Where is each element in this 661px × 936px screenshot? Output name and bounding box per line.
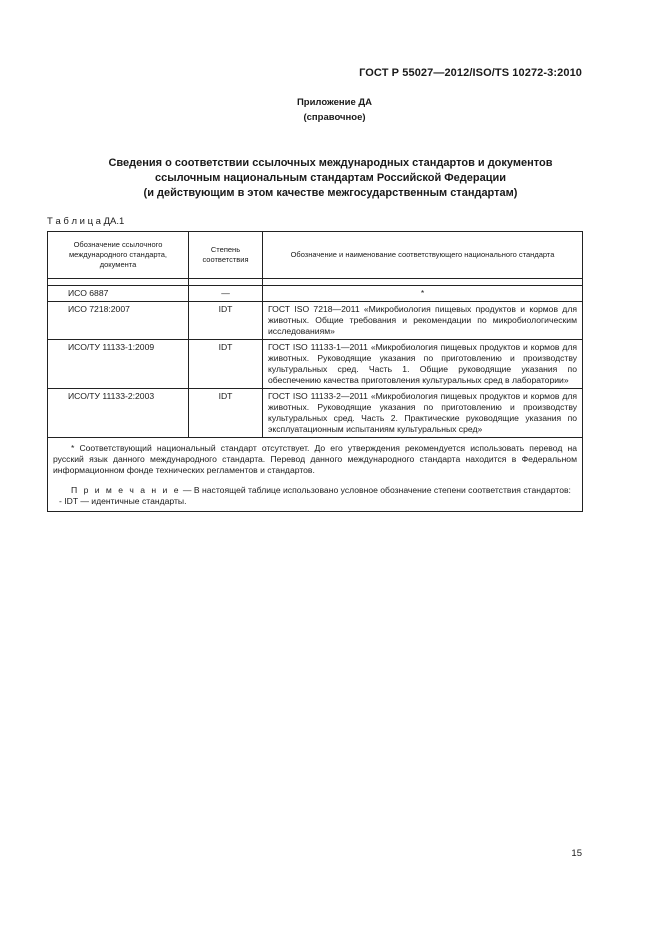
appendix-heading xyxy=(0,95,661,125)
cell-designation: ИСО 6887 xyxy=(48,286,189,302)
footnote: * Соответствующий национальный стандарт отсутствует. До его утверждения рекомендуется использовать перевод на русский язык данного международного стандарта. Перевод данного международного стандарта находится в Федеральном информационном фонде технических регламентов и стандартов. xyxy=(53,443,577,475)
title-line: Сведения о соответствии ссылочных международных стандартов и документов xyxy=(108,157,553,169)
column-header-designation: Обозначение ссылочного международного стандарта, документа xyxy=(48,232,189,279)
cell-degree: IDT xyxy=(189,389,263,438)
table-row xyxy=(48,302,583,340)
table-notes xyxy=(48,438,583,512)
table-spacer-row xyxy=(48,279,583,286)
cell-national: ГОСТ ISO 11133-2—2011 «Микробиология пищевых продуктов и кормов для животных. Руководящие указания по приготовлению и производству культуральных сред. Часть 2. Практические руководящие указания по эксплуатационным испытаниям культуральных сред» xyxy=(263,389,583,438)
title-line: (и действующим в этом качестве межгосударственным стандартам) xyxy=(143,187,518,199)
section-title xyxy=(0,156,661,201)
note xyxy=(53,485,577,496)
cell-designation: ИСО/ТУ 11133-2:2003 xyxy=(48,389,189,438)
cell-national: ГОСТ ISO 11133-1—2011 «Микробиология пищевых продуктов и кормов для животных. Руководящие указания по приготовлению и производству культуральных сред. Часть 1. Общие руководящие указания по обеспечению качества приготовления культуральных сред в лаборатории» xyxy=(263,340,583,389)
table-header-row xyxy=(48,232,583,279)
cell-degree: — xyxy=(189,286,263,302)
appendix-subtitle: (справочное) xyxy=(303,112,366,123)
cell-designation: ИСО/ТУ 11133-1:2009 xyxy=(48,340,189,389)
note-text: — В настоящей таблице использовано условное обозначение степени соответствия стандартов: xyxy=(180,485,571,495)
cell-degree: IDT xyxy=(189,302,263,340)
cell-national: ГОСТ ISO 7218—2011 «Микробиология пищевых продуктов и кормов для животных. Общие требования и рекомендации по микробиологическим исследованиям» xyxy=(263,302,583,340)
table-row xyxy=(48,389,583,438)
table-label: Т а б л и ц а ДА.1 xyxy=(47,216,125,227)
table-notes-row xyxy=(48,438,583,512)
cell-national: * xyxy=(263,286,583,302)
title-line: ссылочным национальным стандартам Российской Федерации xyxy=(154,172,507,184)
appendix-title: Приложение ДА xyxy=(296,97,373,108)
note-label: П р и м е ч а н и е xyxy=(71,485,181,495)
column-header-degree: Степень соответствия xyxy=(189,232,263,279)
page-number: 15 xyxy=(571,848,582,859)
note-item: - IDT — идентичные стандарты. xyxy=(59,496,187,506)
cell-designation: ИСО 7218:2007 xyxy=(48,302,189,340)
table-row xyxy=(48,286,583,302)
correspondence-table xyxy=(47,231,583,512)
cell-degree: IDT xyxy=(189,340,263,389)
document-code: ГОСТ Р 55027—2012/ISO/TS 10272-3:2010 xyxy=(359,67,582,79)
column-header-national: Обозначение и наименование соответствующего национального стандарта xyxy=(263,232,583,279)
table-row xyxy=(48,340,583,389)
